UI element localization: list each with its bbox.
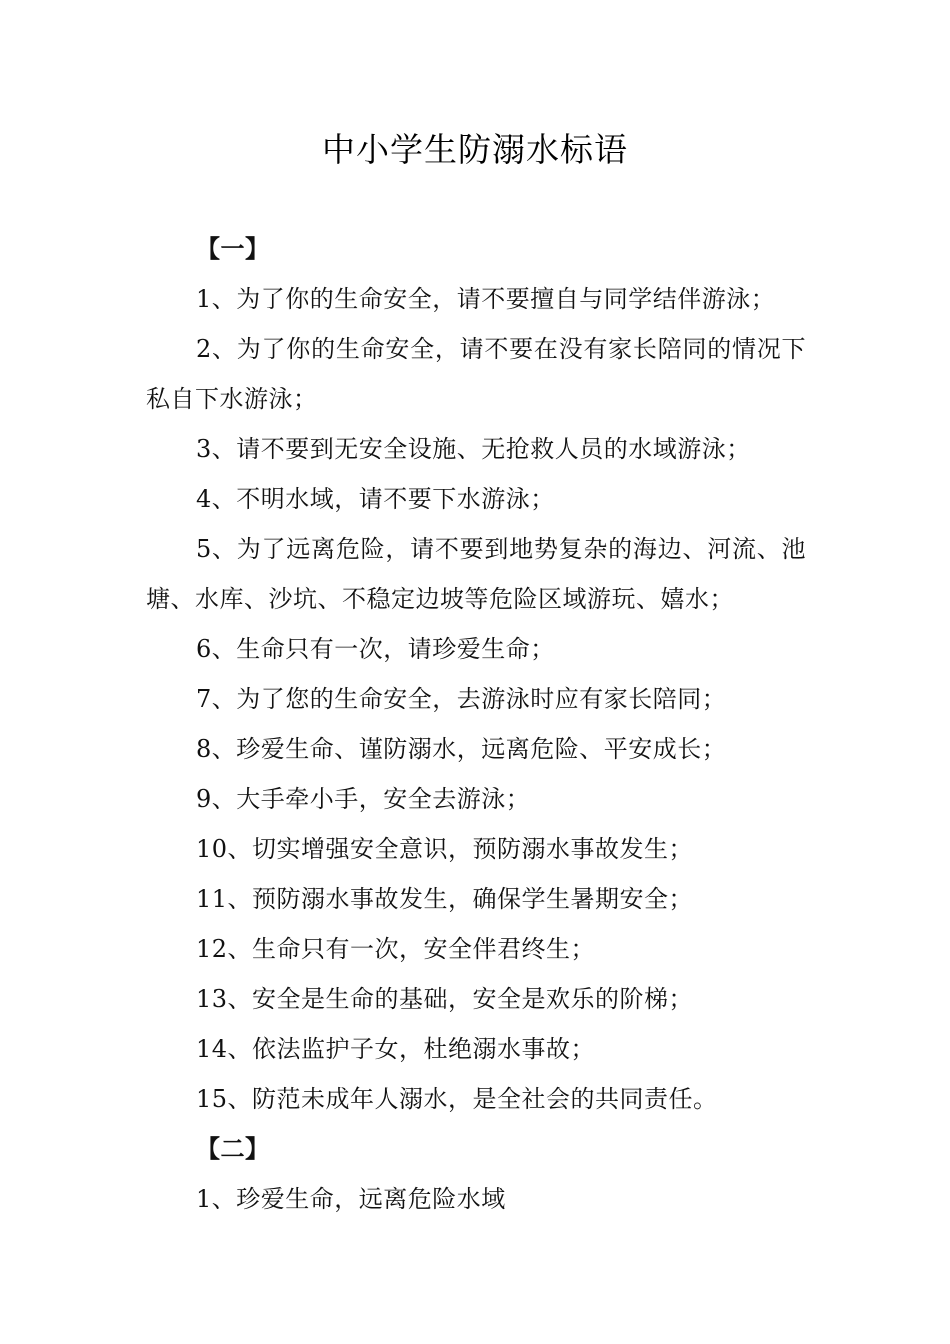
slogan-item: 4、不明水域，请不要下水游泳； — [196, 485, 555, 513]
slogan-item: 11、预防溺水事故发生，确保学生暑期安全； — [196, 885, 694, 913]
slogan-item: 3、请不要到无安全设施、无抢救人员的水域游泳； — [196, 435, 751, 463]
section-heading: 【二】 — [196, 1134, 270, 1163]
slogan-item: 6、生命只有一次，请珍爱生命； — [196, 635, 555, 663]
slogan-item: 9、大手牵小手，安全去游泳； — [196, 785, 531, 813]
slogan-item: 12、生命只有一次，安全伴君终生； — [196, 935, 596, 963]
slogan-item: 2、为了你的生命安全，请不要在没有家长陪同的情况下私自下水游泳； — [146, 335, 806, 413]
slogan-item: 10、切实增强安全意识，预防溺水事故发生； — [196, 835, 694, 863]
section-heading: 【一】 — [196, 234, 270, 263]
slogan-item: 13、安全是生命的基础，安全是欢乐的阶梯； — [196, 985, 694, 1013]
slogan-item: 15、防范未成年人溺水，是全社会的共同责任。 — [196, 1085, 718, 1113]
slogan-item: 14、依法监护子女，杜绝溺水事故； — [196, 1035, 596, 1063]
slogan-item: 1、为了你的生命安全，请不要擅自与同学结伴游泳； — [196, 285, 776, 313]
slogan-item: 8、珍爱生命、谨防溺水，远离危险、平安成长； — [196, 735, 727, 763]
document-title: 中小学生防溺水标语 — [322, 130, 628, 169]
slogan-item: 5、为了远离危险，请不要到地势复杂的海边、河流、池塘、水库、沙坑、不稳定边坡等危险区域游玩、嬉水； — [146, 535, 806, 613]
document-body — [146, 224, 806, 1224]
slogan-item: 7、为了您的生命安全，去游泳时应有家长陪同； — [196, 685, 727, 713]
slogan-item: 1、珍爱生命，远离危险水域 — [196, 1185, 506, 1213]
